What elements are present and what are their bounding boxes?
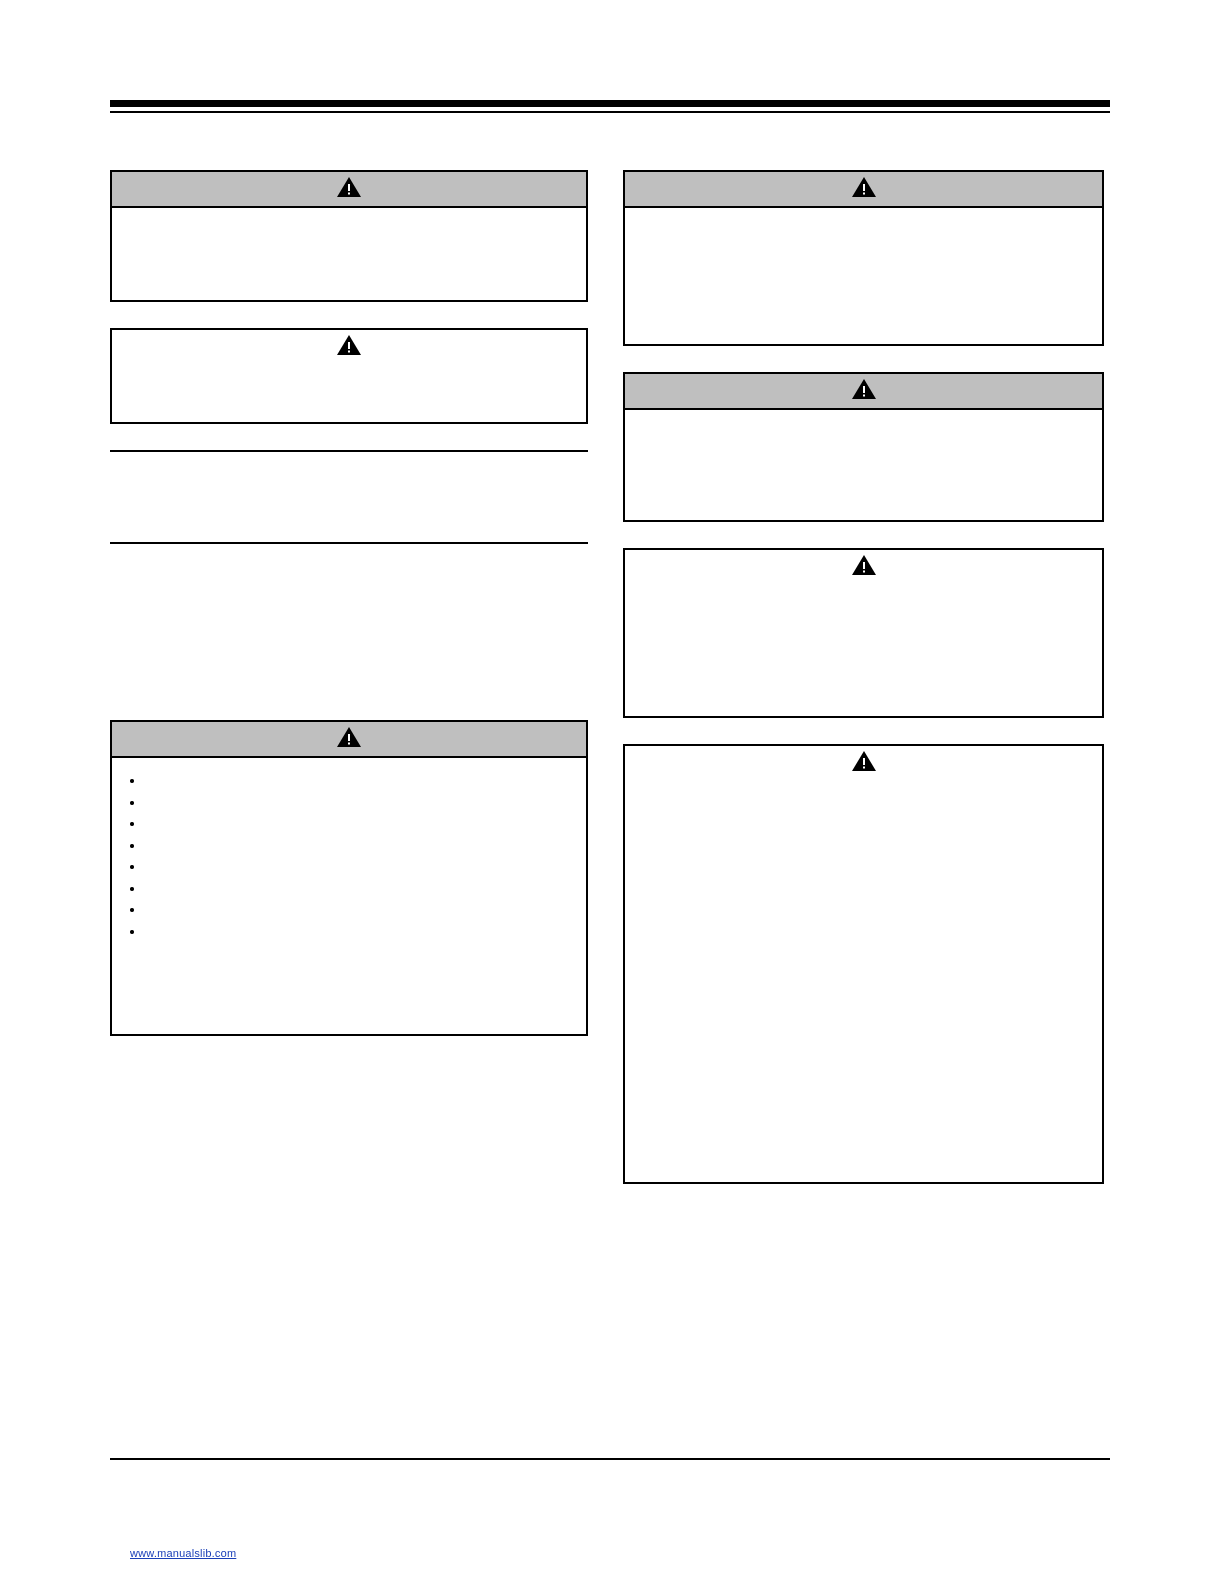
list-item	[144, 901, 574, 918]
warning-box-3-banner	[112, 722, 586, 758]
warning-box-2-body	[112, 364, 586, 389]
warning-box-2	[110, 328, 588, 424]
warning-triangle-icon	[851, 378, 877, 405]
ruled-section-1	[110, 450, 588, 544]
warning-box-4-body	[625, 208, 1102, 239]
warning-box-6-banner	[625, 550, 1102, 584]
header-rule-thin	[110, 111, 1110, 113]
footer-rule	[110, 1458, 1110, 1460]
warning-box-7-body	[625, 780, 1102, 805]
list-item	[144, 880, 574, 897]
warning-box-5	[623, 372, 1104, 522]
warning-triangle-icon	[336, 334, 362, 361]
warning-triangle-icon	[851, 176, 877, 203]
ruled-section-1-bottom-rule	[110, 542, 588, 544]
list-item	[144, 858, 574, 875]
warning-box-2-banner	[112, 330, 586, 364]
left-column	[110, 170, 588, 1062]
warning-box-1	[110, 170, 588, 302]
plain-section-1	[110, 566, 588, 698]
warning-box-3-body	[112, 758, 586, 957]
ruled-section-1-body	[110, 452, 588, 542]
warning-triangle-icon	[851, 554, 877, 581]
warning-triangle-icon	[336, 726, 362, 753]
warning-box-5-banner	[625, 374, 1102, 410]
footer-source-link[interactable]: www.manualslib.com	[130, 1548, 237, 1560]
header-rule-thick	[110, 100, 1110, 107]
warning-box-1-body	[112, 208, 586, 239]
warning-box-7	[623, 744, 1104, 1184]
warning-box-6-body	[625, 584, 1102, 609]
warning-box-4	[623, 170, 1104, 346]
list-item	[144, 794, 574, 811]
warning-box-6	[623, 548, 1104, 718]
list-item	[144, 837, 574, 854]
warning-triangle-icon	[851, 750, 877, 777]
warning-box-3	[110, 720, 588, 1036]
warning-box-5-body	[625, 410, 1102, 441]
list-item	[144, 772, 574, 789]
warning-box-3-list	[124, 772, 574, 939]
list-item	[144, 923, 574, 940]
list-item	[144, 815, 574, 832]
warning-box-1-banner	[112, 172, 586, 208]
warning-triangle-icon	[336, 176, 362, 203]
header-rule-group	[110, 100, 1110, 113]
warning-box-7-banner	[625, 746, 1102, 780]
warning-box-4-banner	[625, 172, 1102, 208]
right-column	[623, 170, 1104, 1210]
